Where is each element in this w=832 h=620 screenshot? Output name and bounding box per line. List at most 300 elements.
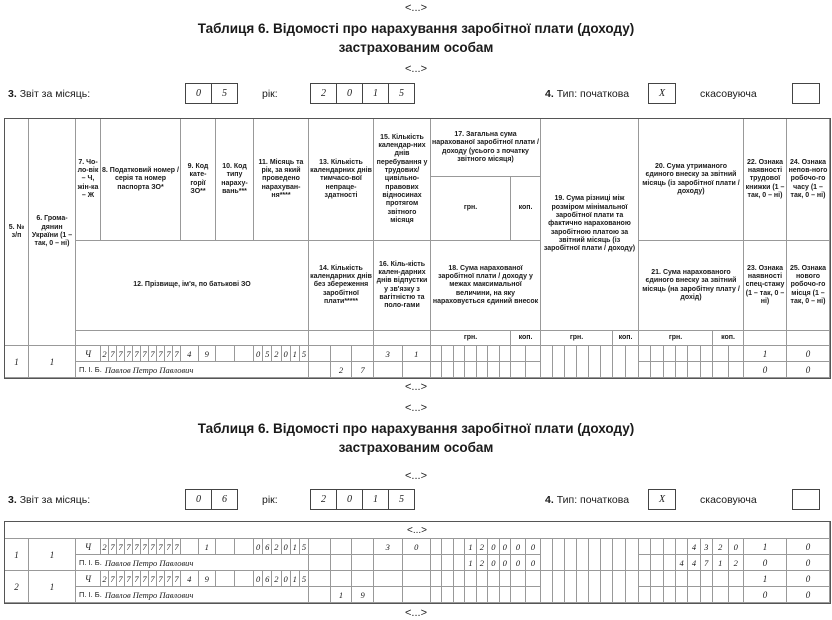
flags-22-23-group [744, 571, 787, 603]
new-workplace-flag-cell: 0 [787, 362, 830, 378]
digit-cell [181, 539, 199, 555]
pib-value: Павлов Петро Павлович [104, 589, 194, 600]
digit-cell [651, 571, 663, 587]
year-digit-cell: 2 [311, 490, 337, 509]
digit-cell: 7 [117, 539, 125, 555]
digit-cell: 0 [403, 539, 432, 555]
col-header-16: 16. Кіль-кість кален-дарних днів відпустки у зв'язку з вагітністю та поло-гами [374, 241, 431, 331]
month-digit-cell: 5 [222, 88, 227, 99]
report-year-input [310, 83, 415, 104]
person-id-top-line [76, 571, 309, 587]
digit-cell [431, 555, 442, 571]
digit-cell [676, 346, 688, 362]
type-cancel-checkbox [792, 489, 820, 510]
table6-second-rows [5, 539, 830, 603]
digit-cell [664, 587, 676, 603]
digit-cell [477, 571, 488, 587]
year-digit-cell: 5 [399, 494, 404, 505]
digit-cell [309, 555, 331, 571]
digit-cell [235, 571, 254, 587]
col-header-13: 13. Кількість календарних днів тимчасо-вої непраце-здатності [309, 119, 374, 241]
digit-cell [589, 346, 601, 378]
digit-cell [701, 362, 713, 378]
gender-cell: Ч [76, 571, 101, 587]
digit-cell [577, 346, 589, 378]
total-sum-line [431, 571, 541, 587]
digit-cell: 7 [149, 539, 157, 555]
field3-text: Звіт за місяць: [19, 88, 91, 100]
days-15-16-group [374, 539, 431, 571]
digit-cell [553, 571, 565, 603]
digit-cell [639, 571, 651, 587]
table6-second [4, 521, 831, 604]
sum-17-18-group [431, 539, 541, 571]
digit-cell [454, 555, 465, 571]
digit-cell: 7 [173, 571, 181, 587]
category-code-comb [181, 539, 216, 555]
digit-cell [442, 362, 453, 378]
col-header-5: 5. № з/п [5, 119, 29, 346]
digit-cell [664, 571, 676, 587]
withheld-grn-comb [639, 539, 713, 555]
digit-cell [352, 571, 374, 587]
units-row-spacer [374, 331, 431, 346]
col-header-8: 8. Податковий номер / серія та номер паспорта ЗО* [101, 119, 181, 241]
digit-cell [500, 587, 511, 603]
units-row-spacer [744, 331, 787, 346]
digit-cell [701, 587, 713, 603]
digit-cell [465, 571, 476, 587]
digit-cell [331, 555, 353, 571]
diff-kop-comb [613, 571, 639, 603]
total-kop-comb [511, 539, 541, 555]
withheld-grn-comb [639, 571, 713, 587]
digit-cell: 0 [526, 555, 541, 571]
col-header-23: 23. Ознака наявності спец-стажу (1 – так, 0 – ні) [744, 241, 787, 331]
digit-cell [431, 571, 442, 587]
spec-exp-flag-cell: 0 [744, 362, 787, 378]
digit-cell [216, 539, 235, 555]
table6-title [0, 19, 832, 57]
digit-cell [676, 571, 688, 587]
accrued-sum-line [639, 362, 744, 378]
digit-cell [309, 587, 331, 603]
digit-cell [589, 571, 601, 603]
max-kop-comb [511, 362, 541, 378]
digit-cell: 3 [374, 539, 403, 555]
table6-header [5, 119, 830, 346]
year-digit-cell: 0 [337, 84, 363, 103]
gender-cell: Ч [76, 346, 101, 362]
digit-cell [442, 587, 453, 603]
digit-cell: 7 [125, 346, 133, 362]
digit-cell [676, 539, 688, 555]
digit-cell [688, 362, 700, 378]
col18-grn-label: грн. [431, 331, 511, 346]
digit-cell [374, 571, 403, 587]
digit-cell [639, 362, 651, 378]
cancel-type-label: скасовуюча [700, 494, 757, 506]
year-label: рік: [262, 494, 278, 506]
digit-cell: 0 [526, 539, 541, 555]
digit-cell: 5 [300, 571, 309, 587]
diff-grn-comb [541, 571, 613, 603]
withheld-kop-comb [713, 539, 744, 555]
digit-cell [352, 555, 374, 571]
accrued-sum-line [639, 587, 744, 603]
pib-value: Павлов Петро Павлович [104, 557, 194, 568]
digit-cell: 7 [125, 571, 133, 587]
accrual-type-comb [216, 571, 254, 587]
cancel-type-label: скасовуюча [700, 88, 757, 100]
digit-cell: 0 [488, 555, 499, 571]
digit-cell [651, 555, 663, 571]
year-digit-cell: 2 [311, 84, 337, 103]
digit-cell [626, 539, 639, 571]
title-line-2: застрахованим особам [338, 440, 494, 455]
digit-cell: 4 [688, 555, 700, 571]
part-time-flag-cell: 0 [787, 346, 830, 362]
digit-cell [403, 571, 432, 587]
digit-cell [477, 362, 488, 378]
digit-cell: 1 [713, 555, 729, 571]
digit-cell [465, 346, 476, 362]
type-initial-checkbox [648, 83, 676, 104]
digit-cell [613, 346, 626, 378]
field4-number: 4. [545, 88, 554, 100]
row-number-cell: 1 [5, 539, 29, 571]
initial-mark-cell: X [658, 88, 666, 99]
sum-17-18-group [431, 571, 541, 603]
accrued-grn-comb [639, 555, 713, 571]
max-kop-comb [511, 555, 541, 571]
col-header-10: 10. Код типу нараху-вань*** [216, 119, 254, 241]
col-header-21: 21. Сума нарахованого єдиного внеску за звітний місяць (на заробітну плату / дохід) [639, 241, 744, 331]
col19-grn-label: грн. [541, 331, 613, 346]
digit-cell [526, 346, 541, 362]
digit-cell [374, 587, 403, 603]
digit-cell: 7 [141, 346, 149, 362]
accrued-kop-comb [713, 555, 744, 571]
digit-cell [511, 587, 526, 603]
digit-cell [500, 346, 511, 362]
withheld-kop-comb [713, 346, 744, 362]
digit-cell [601, 346, 613, 378]
cancel-mark-cell [793, 84, 819, 103]
spec-exp-flag-cell: 0 [744, 587, 787, 603]
col-header-25: 25. Ознака нового робочо-го місця (1 – так, 0 – ні) [787, 241, 830, 331]
labor-days-comb [374, 539, 431, 555]
omitted-content-marker: <...> [404, 63, 428, 75]
digit-cell [541, 346, 553, 378]
digit-cell [688, 571, 700, 587]
field3-number: 3. [8, 494, 17, 506]
digit-cell [713, 362, 729, 378]
tax-number-comb [101, 571, 181, 587]
digit-cell [676, 587, 688, 603]
pib-label: П. І. Б. [79, 365, 102, 374]
digit-cell [639, 539, 651, 555]
digit-cell [577, 539, 589, 571]
digit-cell [651, 539, 663, 555]
digit-cell [676, 362, 688, 378]
digit-cell [352, 539, 374, 555]
year-digit-cell: 1 [363, 490, 389, 509]
esv-20-21-group [639, 539, 744, 571]
units-row-spacer [76, 331, 309, 346]
flags-24-25-group [787, 571, 830, 603]
sick-days-comb [309, 571, 374, 587]
sick-days-comb [309, 539, 374, 555]
report-year-input [310, 489, 415, 510]
digit-cell: 2 [272, 346, 281, 362]
withheld-kop-comb [713, 571, 744, 587]
row-number-cell: 1 [5, 346, 29, 378]
table6-first-rows [5, 346, 830, 378]
digit-cell: 1 [465, 539, 476, 555]
flags-22-23-group [744, 539, 787, 571]
digit-cell: 9 [199, 571, 217, 587]
report-month-input [185, 83, 238, 104]
table-row [5, 539, 830, 571]
digit-cell [729, 571, 745, 587]
digit-cell [613, 571, 626, 603]
part-time-flag-cell: 0 [787, 571, 830, 587]
digit-cell [454, 587, 465, 603]
digit-cell: 2 [101, 539, 109, 555]
year-digit-cell: 0 [337, 490, 363, 509]
digit-cell: 7 [125, 539, 133, 555]
digit-cell [431, 346, 442, 362]
digit-cell: 7 [173, 539, 181, 555]
month-digit-cell: 6 [222, 494, 227, 505]
units-row-spacer [787, 331, 830, 346]
accrual-month-comb [254, 346, 309, 362]
digit-cell [309, 571, 331, 587]
title-line-1: Таблиця 6. Відомості про нарахування заробітної плати (доходу) [197, 21, 635, 36]
digit-cell: 7 [109, 571, 117, 587]
digit-cell [651, 587, 663, 603]
new-workplace-flag-cell: 0 [787, 587, 830, 603]
digit-cell [465, 587, 476, 603]
digit-cell [626, 346, 639, 378]
col-header-11: 11. Місяць та рік, за який проведено нарахуван-ня**** [254, 119, 309, 241]
withheld-sum-line [639, 539, 744, 555]
digit-cell [526, 587, 541, 603]
days-13-14-group [309, 539, 374, 571]
digit-cell: 1 [199, 539, 217, 555]
tax-number-comb [101, 539, 181, 555]
field4-text: Тип: початкова [556, 494, 630, 506]
field4-text: Тип: початкова [556, 88, 630, 100]
digit-cell: 0 [511, 539, 526, 555]
digit-cell [541, 539, 553, 571]
sick-days-comb [309, 346, 374, 362]
person-id-top-line [76, 539, 309, 555]
digit-cell: 7 [133, 539, 141, 555]
digit-cell [403, 555, 432, 571]
digit-cell [431, 362, 442, 378]
omitted-content-marker: <...> [404, 402, 428, 414]
diff-sum-group [541, 346, 639, 378]
digit-cell [454, 539, 465, 555]
digit-cell: 7 [157, 571, 165, 587]
digit-cell [701, 346, 713, 362]
maternity-days-comb [374, 362, 431, 378]
days-15-16-group [374, 346, 431, 378]
esv-20-21-group [639, 571, 744, 603]
digit-cell: 7 [117, 346, 125, 362]
digit-cell [639, 587, 651, 603]
digit-cell [403, 362, 432, 378]
digit-cell [565, 571, 577, 603]
digit-cell [309, 362, 331, 378]
workbook-flag-cell: 1 [744, 346, 787, 362]
days-15-16-group [374, 571, 431, 603]
citizen-flag-cell: 1 [29, 571, 76, 603]
digit-cell: 4 [181, 346, 199, 362]
digit-cell: 1 [331, 587, 353, 603]
digit-cell [331, 346, 353, 362]
digit-cell [500, 362, 511, 378]
category-code-comb [181, 346, 216, 362]
units-row-spacer [309, 331, 374, 346]
digit-cell: 7 [352, 362, 374, 378]
digit-cell: 2 [101, 571, 109, 587]
flags-24-25-group [787, 346, 830, 378]
gender-cell: Ч [76, 539, 101, 555]
digit-cell: 0 [488, 539, 499, 555]
accrued-sum-line [639, 555, 744, 571]
digit-cell [713, 571, 729, 587]
digit-cell [701, 571, 713, 587]
col-header-22: 22. Ознака наявності трудової книжки (1 – так, 0 – ні) [744, 119, 787, 241]
accrued-kop-comb [713, 362, 744, 378]
new-workplace-flag-cell: 0 [787, 555, 830, 571]
year-digit-cell: 5 [399, 88, 404, 99]
max-grn-comb [431, 587, 511, 603]
digit-cell: 7 [165, 539, 173, 555]
accrued-grn-comb [639, 362, 713, 378]
unpaid-days-comb [309, 362, 374, 378]
accrual-month-comb [254, 571, 309, 587]
report-type-label [545, 88, 629, 100]
digit-cell [639, 346, 651, 362]
pib-label: П. І. Б. [79, 558, 102, 567]
digit-cell: 0 [254, 346, 263, 362]
initial-mark-cell: X [658, 494, 666, 505]
digit-cell: 7 [157, 539, 165, 555]
digit-cell [511, 346, 526, 362]
digit-cell [374, 555, 403, 571]
digit-cell [613, 539, 626, 571]
digit-cell [454, 346, 465, 362]
digit-cell [431, 587, 442, 603]
digit-cell: 1 [403, 346, 432, 362]
diff-sum-group [541, 539, 639, 571]
report-month-label [8, 88, 90, 100]
diff-grn-comb [541, 539, 613, 571]
digit-cell [577, 571, 589, 603]
report-type-label [545, 494, 629, 506]
digit-cell: 0 [729, 539, 745, 555]
maternity-days-comb [374, 587, 431, 603]
labor-days-comb [374, 346, 431, 362]
diff-kop-comb [613, 539, 639, 571]
digit-cell: 3 [374, 346, 403, 362]
digit-cell: 1 [291, 539, 300, 555]
digit-cell [688, 346, 700, 362]
omitted-content-marker: <...> [404, 2, 428, 14]
col-header-15: 15. Кількість календар-них днів перебування у трудових/ цивільно-правових відносинах протягом звітного місяця [374, 119, 431, 241]
diff-grn-comb [541, 346, 613, 378]
max-sum-line [431, 362, 541, 378]
digit-cell [216, 571, 235, 587]
cancel-mark-cell [793, 490, 819, 509]
field3-number: 3. [8, 88, 17, 100]
digit-cell [639, 555, 651, 571]
digit-cell [331, 571, 353, 587]
digit-cell: 2 [729, 555, 745, 571]
digit-cell [488, 587, 499, 603]
digit-cell: 7 [141, 571, 149, 587]
digit-cell: 7 [133, 346, 141, 362]
digit-cell [500, 571, 511, 587]
col21-grn-label: грн. [639, 331, 713, 346]
total-sum-line [431, 539, 541, 555]
digit-cell [352, 346, 374, 362]
digit-cell [601, 539, 613, 571]
digit-cell [664, 539, 676, 555]
withheld-grn-comb [639, 346, 713, 362]
withheld-sum-line [639, 571, 744, 587]
citizen-flag-cell: 1 [29, 539, 76, 571]
digit-cell: 0 [500, 555, 511, 571]
digit-cell [729, 362, 745, 378]
col-header-7: 7. Чо-ло-вік – Ч, жін-ка – Ж [76, 119, 101, 241]
max-sum-line [431, 587, 541, 603]
year-digit-cell: 1 [363, 84, 389, 103]
accrued-kop-comb [713, 587, 744, 603]
max-kop-comb [511, 587, 541, 603]
digit-cell: 2 [477, 539, 488, 555]
max-sum-line [431, 555, 541, 571]
digit-cell: 7 [701, 555, 713, 571]
month-digit-cell: 0 [186, 490, 212, 509]
digit-cell [664, 555, 676, 571]
digit-cell: 7 [133, 571, 141, 587]
total-grn-comb [431, 346, 511, 362]
digit-cell: 2 [477, 555, 488, 571]
digit-cell: 0 [254, 539, 263, 555]
field4-number: 4. [545, 494, 554, 506]
citizen-flag-cell: 1 [29, 346, 76, 378]
digit-cell [565, 539, 577, 571]
diff-sum-group [541, 571, 639, 603]
digit-cell [651, 362, 663, 378]
max-grn-comb [431, 362, 511, 378]
col-header-9: 9. Код кате-горії ЗО** [181, 119, 216, 241]
digit-cell: 0 [500, 539, 511, 555]
digit-cell: 7 [173, 346, 181, 362]
col-header-14: 14. Кількість календарних днів без збереження заробітної плати***** [309, 241, 374, 331]
digit-cell [526, 362, 541, 378]
report-month-input [185, 489, 238, 510]
total-kop-comb [511, 571, 541, 587]
digit-cell [664, 346, 676, 362]
digit-cell [688, 587, 700, 603]
digit-cell: 2 [101, 346, 109, 362]
